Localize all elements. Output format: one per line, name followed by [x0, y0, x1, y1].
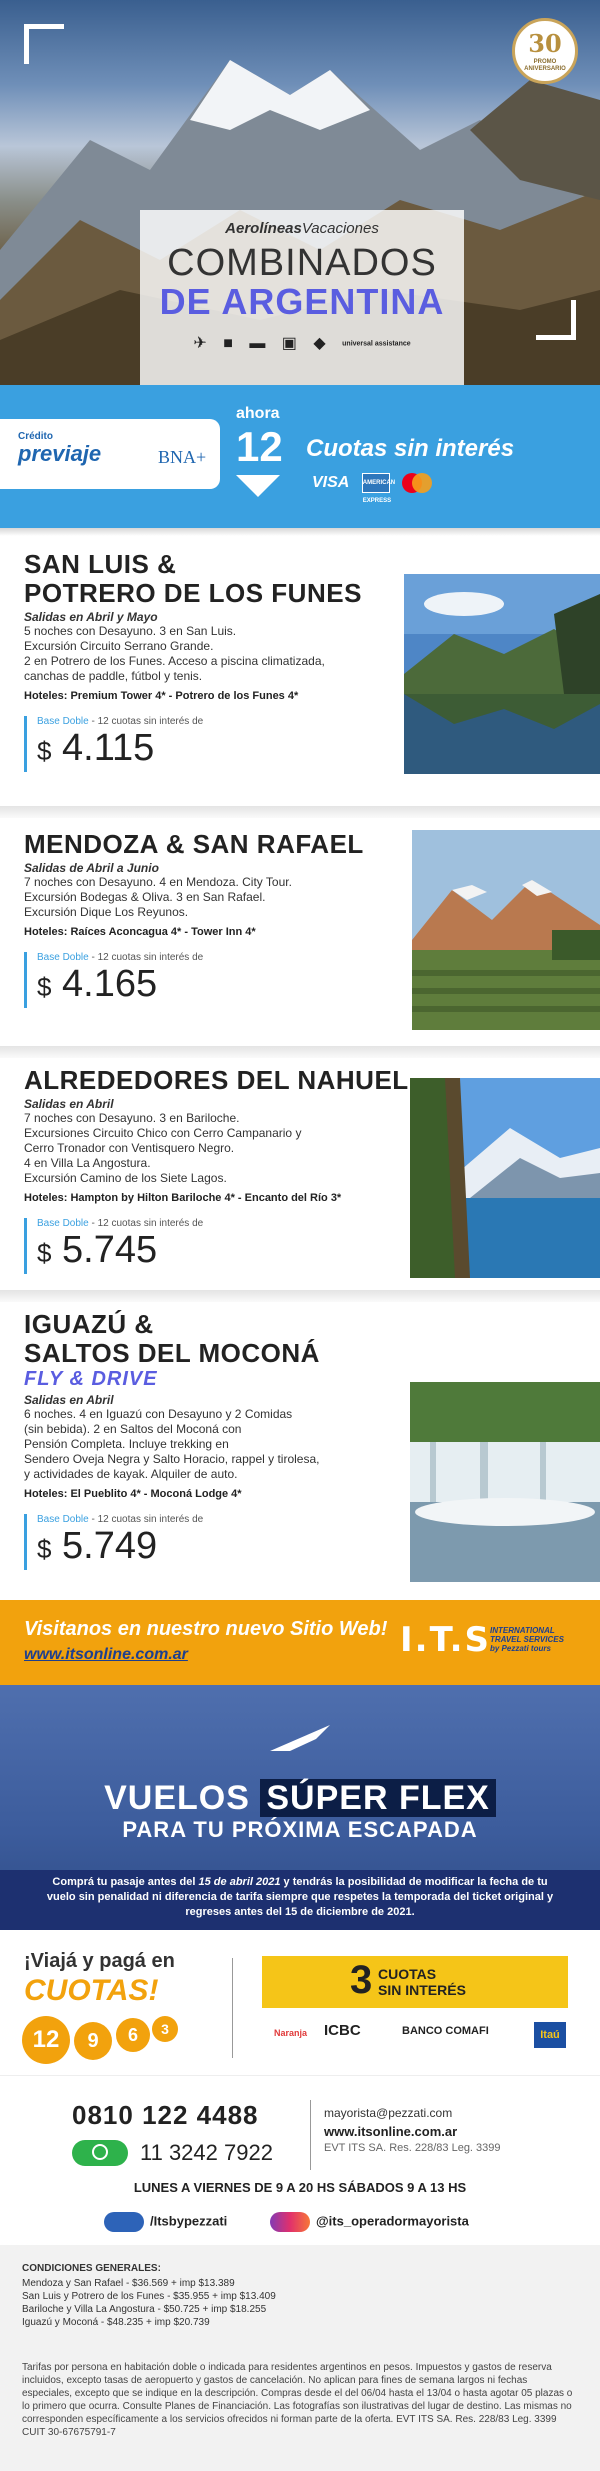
website-headline: Visitanos en nuestro nuevo Sitio Web! [24, 1618, 388, 1640]
credito-label: Crédito [18, 431, 53, 442]
divider [0, 528, 600, 536]
package-price: Base Doble - 12 cuotas sin interés de $ 4.115 [24, 716, 362, 772]
naranja-logo: Naranja [274, 2028, 308, 2038]
bubble-9: 9 [74, 2022, 112, 2060]
vuelos-notice: Comprá tu pasaje antes del 15 de abril 2021 y tendrás la posibilidad de modificar la fecha de tu vuelo sin penalidad ni diferencia de tarifa siempre que respetes la temporada del ticket original y regreses antes del 15 de diciembre de 2021. [46, 1876, 554, 1918]
package-price: Base Doble - 12 cuotas sin interés de $ 5.749 [24, 1514, 320, 1570]
its-logo [400, 1620, 576, 1664]
phone-number[interactable]: 0810 122 4488 [72, 2100, 259, 2130]
whatsapp-icon[interactable] [72, 2140, 128, 2166]
card-logos [312, 473, 440, 504]
package-dates: Salidas de Abril a Junio [24, 861, 159, 875]
paga-cuotas: CUOTAS! [24, 1974, 159, 2007]
icbc-logo: ICBC [324, 2022, 361, 2039]
divider [232, 1958, 233, 2058]
corner-frame-bottom-right [536, 300, 576, 340]
bed-icon: ▬ [249, 335, 272, 352]
facebook-link[interactable]: /Itsbypezzati [104, 2212, 227, 2232]
bubble-6: 6 [116, 2018, 150, 2052]
instagram-icon [270, 2212, 310, 2232]
divider [310, 2100, 311, 2170]
package-description: 6 noches. 4 en Iguazú con Desayuno y 2 Comidas (sin bebida). 2 en Saltos del Moconá con Pensión Completa. Incluye trekking en Sendero Oveja Negra y Salto Horacio, rappel y tirolesa, y actividades de kayak. Alquiler de auto. [24, 1407, 320, 1481]
tres-cuotas-box [262, 1956, 568, 2008]
its-tagline: INTERNATIONAL TRAVEL SERVICES by Pezzati tours [490, 1626, 564, 1653]
conditions-section [0, 2245, 600, 2471]
opening-hours: LUNES A VIERNES DE 9 A 20 HS SÁBADOS 9 A 13 HS [133, 2180, 467, 2195]
package-hotels: Hoteles: Raíces Aconcagua 4* - Tower Inn 4* [24, 926, 256, 938]
cuotas-section [0, 1930, 600, 2075]
package-hotels: Hoteles: El Pueblito 4* - Moconá Lodge 4* [24, 1488, 242, 1500]
divider [0, 806, 600, 818]
amex-logo: AMERICAN EXPRESS [362, 473, 390, 493]
page-title-line1: COMBINADOS [167, 242, 437, 284]
cuotas-bubbles [22, 2016, 222, 2066]
arrow-down-icon [236, 475, 280, 497]
package-iguazu [0, 1310, 600, 1590]
package-hotels: Hoteles: Premium Tower 4* - Potrero de los Funes 4* [24, 690, 299, 702]
package-dates: Salidas en Abril [24, 1393, 114, 1407]
package-title: IGUAZÚ & SALTOS DEL MOCONÁ [24, 1309, 320, 1368]
shield-icon: ◆ [313, 335, 332, 352]
package-price: Base Doble - 12 cuotas sin interés de $ 5.745 [24, 1218, 409, 1274]
brand-light: Vacaciones [301, 220, 379, 237]
conditions-title: CONDICIONES GENERALES: [22, 2263, 161, 2274]
mendoza-vineyard-image [412, 830, 600, 1030]
package-san-luis [0, 550, 600, 790]
contact-section [0, 2075, 600, 2245]
package-title: MENDOZA & SAN RAFAEL [24, 829, 364, 859]
bus-icon: ▣ [281, 335, 303, 352]
bank-logos [262, 2022, 582, 2052]
vuelos-title: VUELOS SÚPER FLEX [0, 1779, 600, 1818]
bariloche-lake-image [410, 1078, 600, 1278]
tres-cuotas-number: 3 [350, 1958, 373, 2002]
divider [0, 1290, 600, 1302]
conditions-prices: Mendoza y San Rafael - $36.569 + imp $13.389 San Luis y Potrero de los Funes - $35.955 + imp $13.409 Bariloche y Villa La Angostura - $50.725 + imp $18.255 Iguazú y Moconá - $48.235 + imp $20.739 [22, 2278, 276, 2328]
plane-icon: ✈ [193, 335, 213, 352]
its-mark: I.T.S [400, 1620, 491, 1660]
divider [0, 1046, 600, 1058]
services-icons [140, 333, 464, 353]
corner-frame-top-left [24, 24, 64, 64]
package-nahuel [0, 1066, 600, 1296]
fly-drive-tag: FLY & DRIVE [24, 1368, 158, 1390]
vuelos-subtitle: PARA TU PRÓXIMA ESCAPADA [122, 1817, 478, 1842]
package-description: 7 noches con Desayuno. 3 en Bariloche. Excursiones Circuito Chico con Cerro Campanario y Cerro Tronador con Ventisquero Negro. 4 en Villa La Angostura. Excursión Camino de los Siete Lagos. [24, 1111, 302, 1185]
instagram-link[interactable]: @its_operadormayorista [270, 2212, 469, 2232]
san-luis-lake-image [404, 574, 600, 774]
cuotas-sin-interes: Cuotas sin interés [306, 435, 515, 462]
mastercard-icon [402, 473, 432, 493]
title-panel [140, 210, 464, 385]
suitcase-icon: ■ [223, 335, 239, 352]
whatsapp-number[interactable]: 11 3242 7922 [140, 2140, 273, 2165]
page-title-line2: DE ARGENTINA [159, 281, 445, 322]
bna-logo: BNA+ [158, 447, 207, 467]
aerolineas-wing-icon [270, 1725, 330, 1751]
badge-line1: PROMO [533, 59, 557, 65]
facebook-icon [104, 2212, 144, 2232]
comafi-logo: BANCO COMAFI [402, 2025, 489, 2037]
package-hotels: Hoteles: Hampton by Hilton Bariloche 4* - Encanto del Río 3* [24, 1192, 342, 1204]
package-description: 7 noches con Desayuno. 4 en Mendoza. City Tour. Excursión Bodegas & Oliva. 3 en San Rafael. Excursión Dique Los Reyunos. [24, 875, 292, 919]
brand-logo [140, 220, 464, 237]
website-banner [0, 1600, 600, 1685]
brand-bold: Aerolíneas [225, 220, 302, 237]
paga-headline: ¡Viajá y pagá en [24, 1950, 175, 1972]
website-link[interactable]: www.itsonline.com.ar [24, 1646, 188, 1663]
hero-banner [0, 0, 600, 385]
evt-license: EVT ITS SA. Res. 228/83 Leg. 3399 [324, 2142, 501, 2154]
ahora-number: 12 [236, 423, 283, 470]
previaje-card [0, 419, 220, 489]
previaje-logo: previaje [18, 441, 102, 466]
package-dates: Salidas en Abril [24, 1097, 114, 1111]
visa-logo: VISA [312, 474, 350, 491]
tres-cuotas-label: CUOTAS SIN INTERÉS [378, 1966, 466, 1998]
bubble-12: 12 [22, 2016, 70, 2064]
package-price: Base Doble - 12 cuotas sin interés de $ 4.165 [24, 952, 364, 1008]
package-dates: Salidas en Abril y Mayo [24, 610, 158, 624]
site-link[interactable]: www.itsonline.com.ar [324, 2124, 458, 2139]
itau-logo: Itaú [534, 2022, 566, 2048]
package-title: SAN LUIS & POTRERO DE LOS FUNES [24, 549, 362, 608]
aniversario-badge [512, 18, 578, 84]
bubble-3: 3 [152, 2016, 178, 2042]
badge-number: 30 [528, 29, 562, 58]
vuelos-superflex-banner [0, 1685, 600, 1930]
ahora-label: ahora [236, 405, 280, 422]
package-description: 5 noches con Desayuno. 3 en San Luis. Excursión Circuito Serrano Grande. 2 en Potrero de los Funes. Acceso a piscina climatizada, canchas de paddle, fútbol y tenis. [24, 624, 325, 683]
package-title: ALREDEDORES DEL NAHUEL [24, 1065, 409, 1095]
financing-band [0, 385, 600, 530]
badge-line2: ANIVERSARIO [524, 66, 566, 72]
iguazu-falls-image [410, 1382, 600, 1582]
assistance-label: universal assistance [342, 340, 411, 348]
email-link[interactable]: mayorista@pezzati.com [324, 2106, 453, 2120]
package-mendoza [0, 830, 600, 1040]
legal-text: Tarifas por persona en habitación doble o indicada para residentes argentinos en pesos. Impuestos y gastos de reserva incluidos, excepto tasas de aeropuerto y gastos de cancelación. No aplican para fines de semana largos ni fechas especiales, excepto que se indique en la descripción. Compras desde el del 06/04 hasta el 13/04 o hasta agotar 05 plazas o lo primero que ocurra. Consulte Planes de Financiación. Las fotografías son ilustrativas del lugar de destino. Las mismas no corresponden específicamente a los servicios ofrecidos ni forman parte de la oferta. EVT ITS SA. Res. 228/83 Leg. 3399 CUIT 30-67675791-7 [22, 2362, 573, 2438]
